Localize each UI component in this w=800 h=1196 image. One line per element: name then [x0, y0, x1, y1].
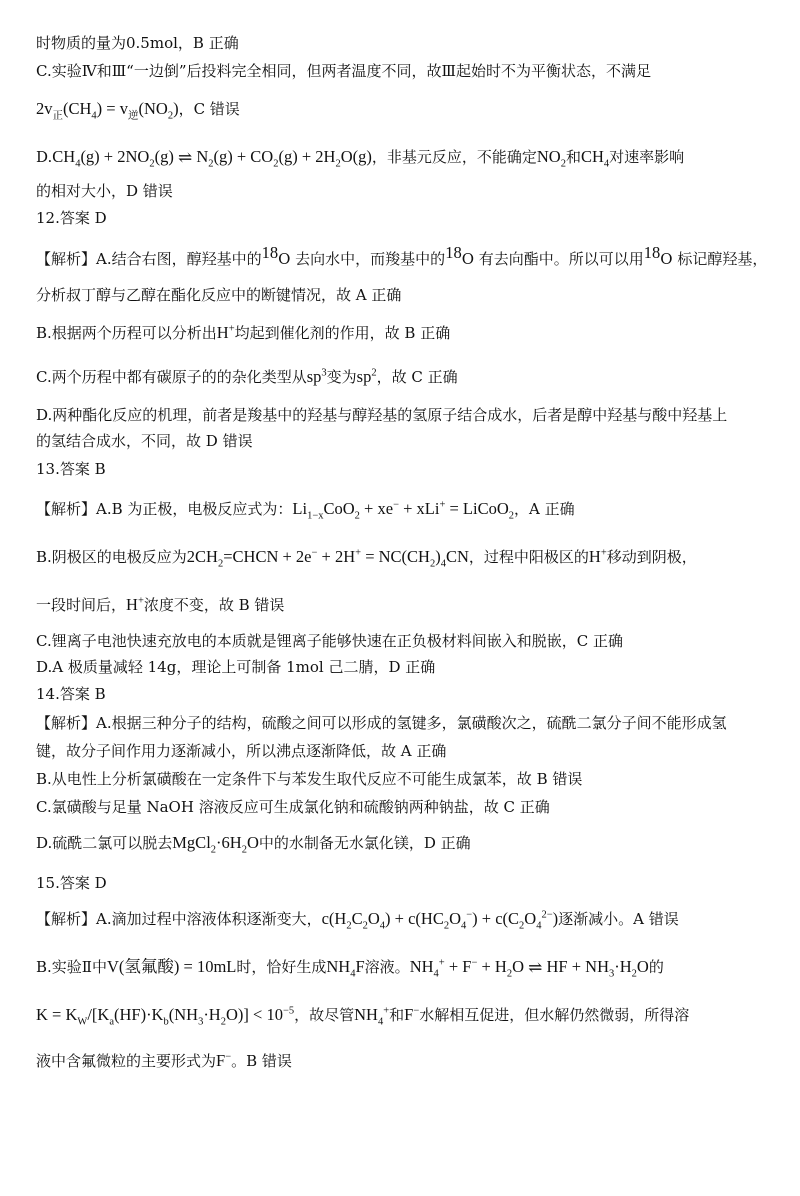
answer-heading-13	[36, 458, 778, 480]
text-fragment: O	[512, 957, 525, 976]
equilibrium-constant-formula	[36, 1005, 295, 1028]
text-fragment: 一段时间后，	[36, 596, 127, 614]
text-fragment: CN	[445, 547, 469, 566]
superscript: +	[439, 499, 446, 511]
text-fragment: = NC(CH	[361, 547, 430, 566]
text-fragment: O 去向水中，而羧基中的	[278, 250, 446, 268]
text-fragment: (CH	[63, 99, 92, 118]
superscript: +	[137, 595, 144, 607]
superscript: +	[438, 957, 445, 969]
text-fragment: O	[524, 909, 537, 928]
text-fragment: ，A 正确	[514, 500, 575, 518]
text-fragment: NH	[354, 1005, 378, 1024]
text-fragment: ) = v	[96, 99, 128, 118]
text-fragment: = LiCoO	[445, 499, 509, 518]
text-fragment: )	[173, 99, 179, 118]
inline-formula	[326, 957, 365, 980]
text-fragment: + H	[477, 957, 507, 976]
line-text: C.实验Ⅳ和Ⅲ“一边倒”后投料完全相同，但两者温度不同，故Ⅲ起始时不为平衡状态，不满足	[36, 62, 651, 80]
text-line	[36, 630, 778, 652]
text-fragment: ，故尽管	[294, 1006, 355, 1024]
superscript: 18	[445, 243, 462, 262]
text-fragment: Li	[292, 499, 308, 518]
subscript: 4	[377, 1016, 384, 1028]
subscript: 2	[210, 844, 217, 856]
superscript: 18	[643, 243, 661, 262]
text-fragment: B.根据两个历程可以分析出	[36, 324, 217, 342]
subscript: 2	[508, 510, 515, 522]
text-fragment: ，C 错误	[178, 100, 240, 118]
text-fragment: MgCl	[172, 833, 211, 852]
text-line	[36, 180, 778, 202]
text-fragment: D.	[36, 148, 53, 166]
inline-formula	[217, 323, 235, 342]
reaction-formula	[52, 147, 372, 170]
formula-line-hydrolysis	[36, 956, 778, 978]
answer-heading-14	[36, 683, 778, 705]
subscript: 2	[362, 920, 368, 932]
text-fragment: CoO	[323, 499, 355, 518]
text-fragment: O(g)	[340, 147, 372, 166]
text-fragment: CH	[52, 147, 76, 166]
text-fragment: C.两个历程中都有碳原子的的杂化类型从	[36, 368, 307, 386]
text-fragment: NH	[409, 957, 434, 976]
text-fragment: O	[246, 833, 259, 852]
text-fragment: (g) + CO	[213, 147, 274, 166]
cathode-formula	[186, 547, 469, 570]
text-fragment: c(H	[321, 909, 347, 928]
text-fragment: sp	[356, 367, 372, 386]
superscript: +	[383, 1005, 390, 1017]
subscript: 逆	[127, 110, 139, 122]
formula-line-rate	[36, 98, 778, 120]
text-fragment: 的氢结合成水，不同，故 D 错误	[36, 432, 253, 450]
subscript: 1−x	[307, 510, 324, 522]
text-line	[36, 366, 778, 388]
text-fragment: ，非基元反应，不能确定	[371, 148, 537, 166]
subscript: 2	[241, 844, 247, 856]
superscript: +	[355, 547, 362, 559]
formula-line-electrode	[36, 498, 778, 520]
text-fragment: B.阴极区的电极反应为	[36, 548, 187, 566]
subscript: 2	[560, 158, 566, 170]
subscript: 2	[220, 1016, 226, 1028]
text-fragment: 键，故分子间作用力逐渐减小，所以沸点逐渐降低，故 A 正确	[36, 742, 447, 760]
text-fragment: V(氢氟酸) = 10mL	[107, 957, 237, 976]
text-fragment: HF + NH	[546, 957, 609, 976]
text-fragment: 。B 错误	[231, 1052, 292, 1070]
text-fragment: B.从电性上分析氯磺酸在一定条件下与苯发生取代反应不可能生成氯苯，故 B 错误	[36, 770, 583, 788]
hydrolysis-equation	[409, 957, 649, 980]
subscript: 4	[91, 110, 97, 122]
subscript: 2	[167, 110, 174, 122]
text-fragment: + 2H	[317, 547, 356, 566]
text-fragment: H	[126, 595, 138, 614]
text-fragment: ，过程中阳极区的	[468, 548, 589, 566]
text-fragment: 2CH	[186, 547, 218, 566]
superscript: −	[393, 499, 399, 511]
text-fragment: O)] < 10	[225, 1005, 283, 1024]
subscript: W	[77, 1016, 88, 1028]
text-fragment: ·H	[203, 1005, 221, 1024]
formula-line-reaction	[36, 146, 778, 168]
text-fragment: 均起到催化剂的作用，故 B 正确	[234, 324, 451, 342]
text-fragment: O	[636, 957, 649, 976]
text-fragment: 【解析】A.滴加过程中溶液体积逐渐变大，	[36, 910, 322, 928]
subscript: 3	[198, 1016, 204, 1028]
subscript: 2	[354, 510, 360, 522]
text-line	[36, 322, 778, 344]
text-fragment: 2v	[36, 99, 53, 118]
subscript: 2	[273, 158, 279, 170]
subscript: 4	[350, 968, 356, 980]
text-line	[36, 284, 778, 306]
text-fragment: )	[435, 547, 441, 566]
text-fragment: F	[355, 957, 365, 976]
electrode-formula	[292, 499, 515, 522]
inline-formula	[357, 367, 377, 386]
text-fragment: ·6H	[216, 833, 242, 852]
line-text: 时物质的量为0.5mol，B 正确	[36, 34, 239, 52]
text-fragment: NH	[326, 957, 351, 976]
superscript: 2	[371, 367, 377, 379]
text-fragment: 变为	[326, 368, 357, 386]
subscript: a	[109, 1016, 114, 1028]
subscript: 2	[346, 920, 352, 932]
text-fragment: 和	[389, 1006, 405, 1024]
text-fragment: (g) + 2NO	[80, 147, 150, 166]
inline-formula	[536, 147, 566, 170]
superscript: −	[413, 1005, 420, 1017]
text-line	[36, 243, 778, 270]
text-line	[36, 796, 778, 818]
text-fragment: K = K	[36, 1005, 78, 1024]
answer-heading-15	[36, 872, 778, 894]
subscript: 3	[609, 968, 615, 980]
text-fragment: 的相对大小，D 错误	[36, 182, 173, 200]
text-fragment: ，故 C 正确	[376, 368, 458, 386]
subscript: 2	[443, 920, 450, 932]
text-fragment: 12.答案 D	[36, 209, 107, 227]
text-fragment: 和	[565, 148, 581, 166]
superscript: −5	[282, 1005, 295, 1017]
subscript: 2	[429, 558, 436, 570]
superscript: +	[600, 547, 607, 559]
inline-formula	[216, 1051, 231, 1070]
text-fragment: D.硫酰二氯可以脱去	[36, 834, 173, 852]
text-fragment: sp	[306, 367, 322, 386]
text-fragment: + F	[444, 957, 472, 976]
text-fragment: O	[367, 909, 380, 928]
text-line	[36, 740, 778, 762]
text-fragment: ⇌	[177, 148, 193, 167]
text-line	[36, 768, 778, 790]
subscript: 4	[536, 920, 542, 932]
text-fragment: O 标记醇羟基，	[660, 250, 768, 268]
text-fragment: 溶液。	[364, 958, 410, 976]
text-fragment: 【解析】A.B 为正极，电极反应式为：	[36, 500, 293, 518]
text-fragment: B.实验Ⅱ中	[36, 958, 107, 976]
text-fragment: 浓度不变，故 B 错误	[143, 596, 285, 614]
text-fragment: ⇌	[528, 958, 543, 977]
text-line	[36, 712, 778, 734]
subscript: 2	[217, 558, 224, 570]
text-fragment: C.锂离子电池快速充放电的本质就是锂离子能够快速在正负极材料间嵌入和脱嵌，C 正确	[36, 632, 623, 650]
text-fragment: 水解相互促进，但水解仍然微弱，所得溶	[419, 1006, 690, 1024]
superscript: 2−	[541, 909, 553, 921]
text-fragment: 移动到阴极，	[606, 548, 697, 566]
text-fragment: (HF)·K	[113, 1005, 164, 1024]
text-fragment: 13.答案 B	[36, 460, 106, 478]
text-fragment: 分析叔丁醇与乙醇在酯化反应中的断键情况，故 A 正确	[36, 286, 402, 304]
formula-line-k	[36, 1004, 778, 1026]
text-fragment: 对速率影响	[609, 148, 685, 166]
subscript: 4	[603, 158, 610, 170]
text-fragment: (g) + 2H	[278, 147, 336, 166]
answer-heading-12	[36, 207, 778, 229]
subscript: 4	[440, 558, 446, 570]
subscript: 2	[506, 968, 513, 980]
text-fragment: O	[449, 909, 461, 928]
text-fragment: 逐渐减小。A 错误	[558, 910, 679, 928]
text-fragment: 【解析】A.根据三种分子的结构，硫酸之间可以形成的氢键多，氯磺酸次之，硫酰二氯分子间不能形成氢	[36, 714, 727, 732]
text-fragment: + xLi	[398, 499, 440, 518]
text-fragment: H	[588, 547, 601, 566]
subscript: 4	[379, 920, 386, 932]
text-fragment: 14.答案 B	[36, 685, 106, 703]
text-fragment: D.两种酯化反应的机理，前者是羧基中的羟基与醇羟基的氢原子结合成水，后者是醇中羟基与酸中羟基上	[36, 406, 728, 424]
superscript: −	[225, 1051, 232, 1063]
concentration-formula	[321, 909, 559, 932]
text-fragment: ) + c(C	[472, 909, 520, 928]
inline-formula	[172, 833, 259, 856]
text-fragment: CH	[580, 147, 604, 166]
text-fragment: 15.答案 D	[36, 874, 107, 892]
superscript: 3	[321, 367, 327, 379]
subscript: 4	[75, 158, 81, 170]
text-fragment: NO	[536, 147, 561, 166]
text-fragment: )	[552, 909, 559, 928]
text-fragment: N	[196, 147, 209, 166]
superscript: −	[311, 547, 318, 559]
superscript: +	[228, 323, 235, 335]
text-fragment: (NO	[138, 99, 168, 118]
text-fragment: C.氯磺酸与足量 NaOH 溶液反应可生成氯化钠和硫酸钠两种钠盐，故 C 正确	[36, 798, 550, 816]
text-fragment: ) + c(HC	[385, 909, 444, 928]
text-line	[36, 430, 778, 452]
text-fragment: 的	[648, 958, 664, 976]
superscript: 18	[261, 243, 279, 262]
text-fragment: F	[216, 1051, 226, 1070]
text-line	[36, 1050, 778, 1072]
text-fragment: 【解析】A.结合右图，醇羟基中的	[36, 250, 262, 268]
subscript: 4	[461, 920, 467, 932]
formula-line-cathode	[36, 546, 778, 568]
text-fragment: ·H	[614, 957, 632, 976]
inline-formula	[589, 547, 607, 566]
text-fragment: C	[351, 909, 363, 928]
text-fragment: 液中含氟微粒的主要形式为	[36, 1052, 217, 1070]
subscript: 正	[52, 110, 63, 122]
subscript: 2	[519, 920, 525, 932]
inline-formula	[580, 147, 610, 170]
text-fragment: D.A 极质量减轻 14g，理论上可制备 1mol 己二腈，D 正确	[36, 658, 436, 676]
text-fragment: (NH	[168, 1005, 199, 1024]
subscript: 2	[208, 158, 214, 170]
superscript: −	[466, 909, 473, 921]
text-line	[36, 60, 778, 82]
inline-formula	[126, 595, 144, 614]
text-fragment: F	[404, 1005, 414, 1024]
text-fragment: H	[216, 323, 229, 342]
inline-formula	[404, 1005, 419, 1024]
formula-line-concentration	[36, 908, 778, 930]
text-fragment: O 有去向酯中。所以可以用	[461, 250, 644, 268]
text-line	[36, 594, 778, 616]
text-fragment: /[K	[87, 1005, 110, 1024]
subscript: 4	[433, 968, 439, 980]
formula-line-mgcl2	[36, 832, 778, 854]
text-fragment: + xe	[359, 499, 394, 518]
superscript: −	[471, 957, 478, 969]
text-line	[36, 404, 778, 426]
subscript: b	[163, 1016, 169, 1028]
inline-formula	[307, 367, 327, 386]
subscript: 2	[335, 158, 341, 170]
text-line	[36, 32, 778, 54]
inline-formula	[354, 1005, 390, 1028]
text-fragment: (g)	[154, 147, 174, 166]
text-line	[36, 656, 778, 678]
subscript: 2	[631, 968, 637, 980]
rate-formula	[36, 99, 179, 122]
subscript: 2	[149, 158, 155, 170]
text-fragment: 中的水制备无水氯化镁，D 正确	[258, 834, 471, 852]
text-fragment: =CHCN + 2e	[223, 547, 312, 566]
text-fragment: 时，恰好生成	[236, 958, 327, 976]
